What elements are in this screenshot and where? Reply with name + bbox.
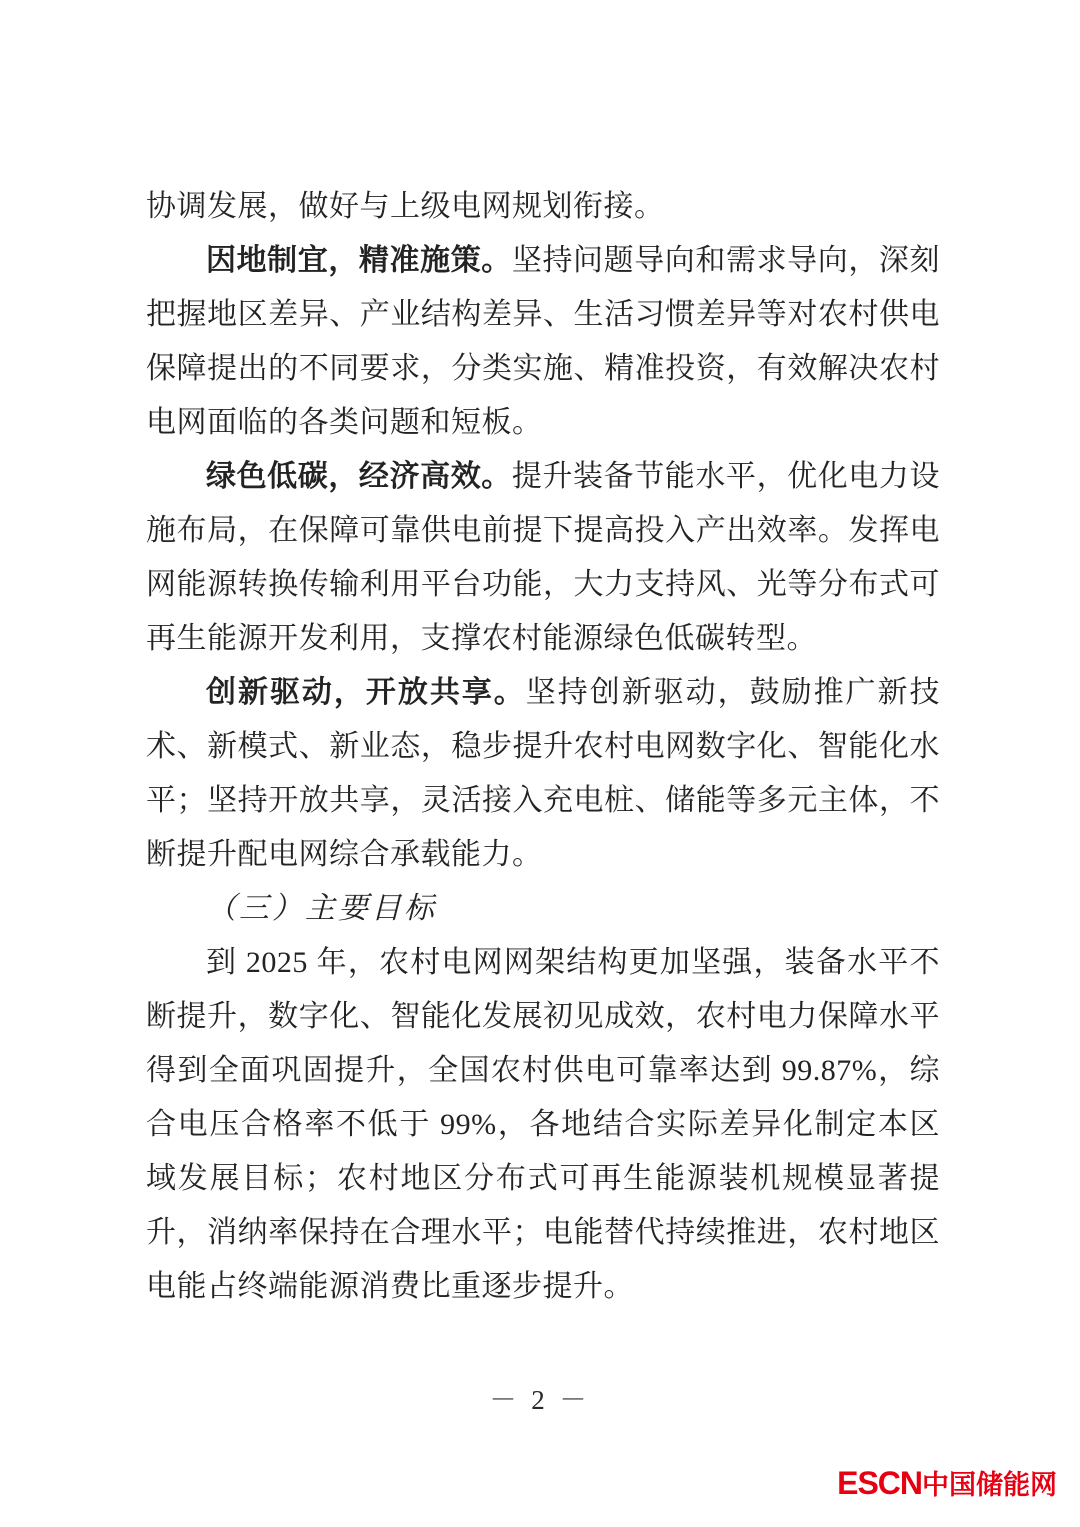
paragraph-text: 协调发展，做好与上级电网规划衔接。 [146, 190, 665, 223]
paragraph-text: 到 2025 年，农村电网网架结构更加坚强，装备水平不断提升，数字化、智能化发展初见成效，农村电力保障水平得到全面巩固提升，全国农村供电可靠率达到 99.87%，综合电压合格率不低于 99%，各地结合实际差异化制定本区域发展目标；农村地区分布式可再生能源装机规模显著提升，消纳率保持在合理水平；电能替代持续推进，农村地区电能占终端能源消费比重逐步提升。 [146, 946, 940, 1303]
paragraph-lead: 因地制宜，精准施策。 [206, 244, 512, 277]
escn-logo-cjk: 中国储能网 [922, 1470, 1057, 1500]
paragraph-goals [146, 936, 940, 1314]
paragraph-text: 坚持问题导向和需求导向，深刻把握地区差异、产业结构差异、生活习惯差异等对农村供电保障提出的不同要求，分类实施、精准投资，有效解决农村电网面临的各类问题和短板。 [146, 244, 941, 439]
escn-logo-latin: ESCN [837, 1465, 922, 1501]
paragraph-lead: 创新驱动，开放共享。 [206, 676, 526, 709]
page-number: － 2 － [489, 1385, 591, 1415]
escn-logo [837, 1466, 1057, 1507]
paragraph-principle-4 [146, 666, 940, 882]
paragraph-principle-3 [146, 450, 940, 666]
paragraph-text: 提升装备节能水平，优化电力设施布局，在保障可靠供电前提下提高投入产出效率。发挥电网能源转换传输利用平台功能，大力支持风、光等分布式可再生能源开发利用，支撑农村能源绿色低碳转型。 [146, 460, 941, 655]
section-heading-text: （三）主要目标 [206, 892, 437, 925]
paragraph-lead: 绿色低碳，经济高效。 [206, 460, 512, 493]
paragraph-text: 坚持创新驱动，鼓励推广新技术、新模式、新业态，稳步提升农村电网数字化、智能化水平；坚持开放共享，灵活接入充电桩、储能等多元主体，不断提升配电网综合承载能力。 [146, 676, 941, 871]
document-body [146, 180, 940, 1314]
paragraph-continuation [146, 180, 940, 234]
section-heading [146, 882, 940, 936]
paragraph-principle-2 [146, 234, 940, 450]
